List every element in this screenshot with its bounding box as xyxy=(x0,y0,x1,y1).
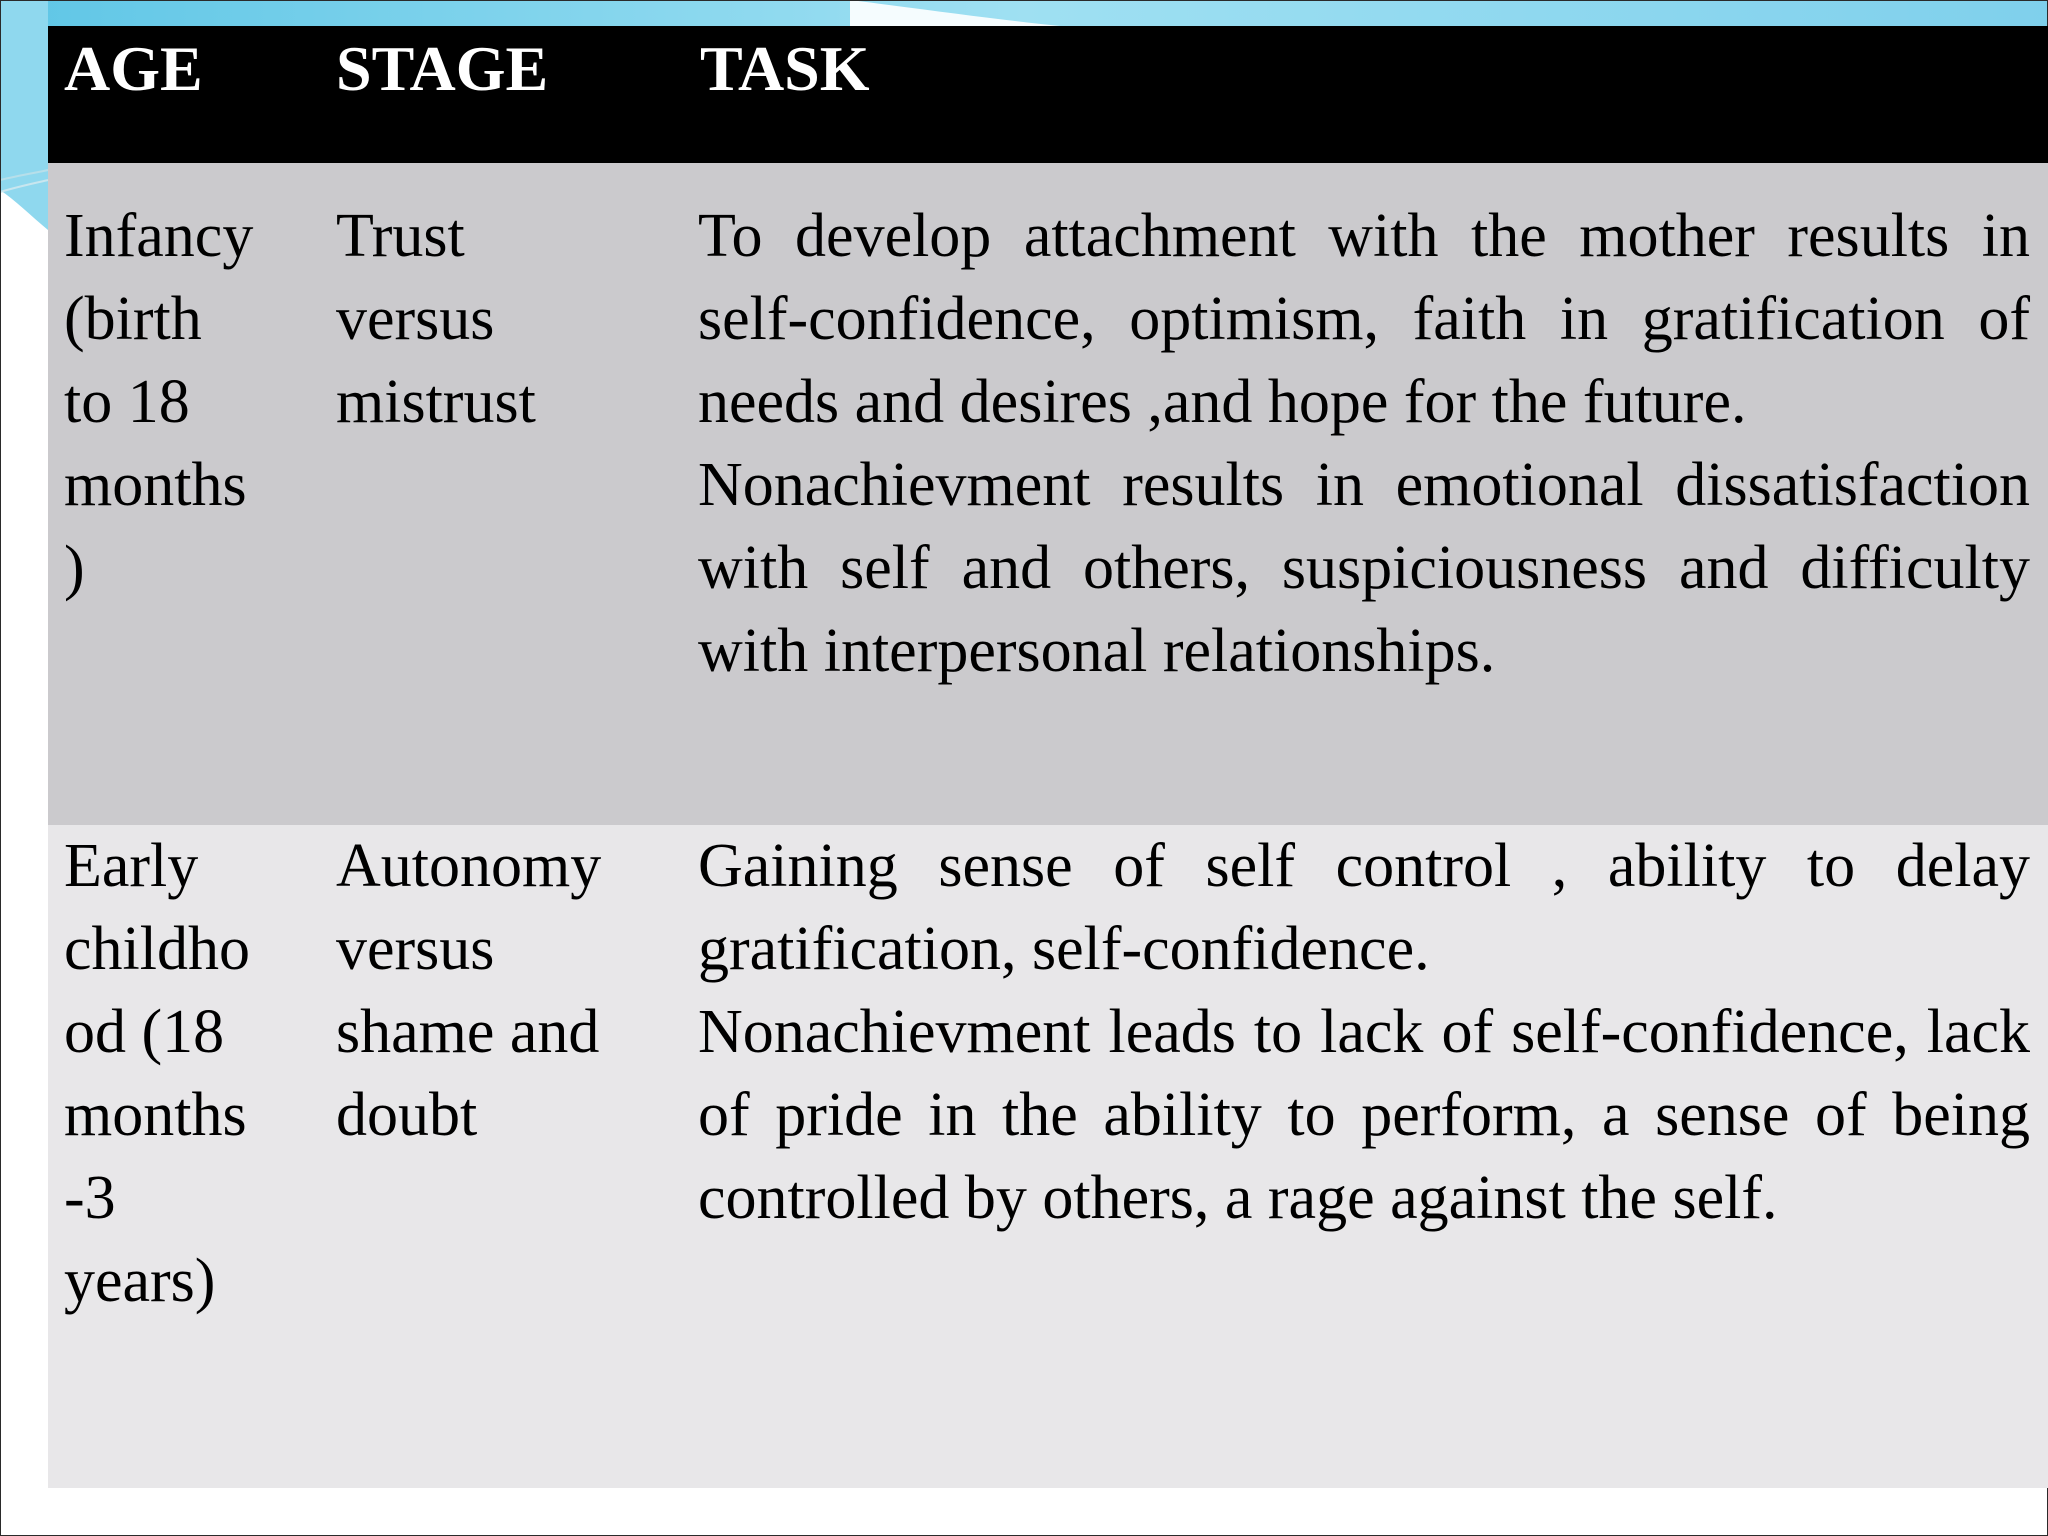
cell-task xyxy=(684,825,2048,1488)
age-text: Infancy (birth to 18 months ) xyxy=(64,202,254,602)
task-paragraph: Nonachievment results in emotional dissatisfaction with self and others, suspiciousness and difficulty with interpersonal relationships. xyxy=(698,451,2030,685)
task-paragraph: Gaining sense of self control , ability to delay gratification, self-confidence. xyxy=(698,832,2030,983)
cell-stage xyxy=(320,163,684,825)
age-text: Early childho od (18 months -3 years) xyxy=(64,832,250,1315)
table-header xyxy=(48,26,2048,163)
stages-table-container xyxy=(48,26,2048,1488)
table-body xyxy=(48,163,2048,1488)
development-stages-table xyxy=(48,26,2048,1488)
header-stage: STAGE xyxy=(336,33,549,104)
table-row-early-childhood xyxy=(48,825,2048,1488)
header-task: TASK xyxy=(700,33,870,104)
cell-age xyxy=(48,163,320,825)
task-paragraph: Nonachievment leads to lack of self-confidence, lack of pride in the ability to perform, a sense of being controlled by others, a rage against the self. xyxy=(698,998,2030,1232)
table-row-infancy xyxy=(48,163,2048,825)
cell-task xyxy=(684,163,2048,825)
header-row xyxy=(48,26,2048,163)
cell-age xyxy=(48,825,320,1488)
stage-text: Trust versus mistrust xyxy=(336,202,536,436)
cell-stage xyxy=(320,825,684,1488)
header-age: AGE xyxy=(64,33,203,104)
task-paragraph: To develop attachment with the mother results in self-confidence, optimism, faith in gratification of needs and desires ,and hope for the future. xyxy=(698,202,2030,436)
stage-text: Autonomy versus shame and doubt xyxy=(336,832,602,1149)
